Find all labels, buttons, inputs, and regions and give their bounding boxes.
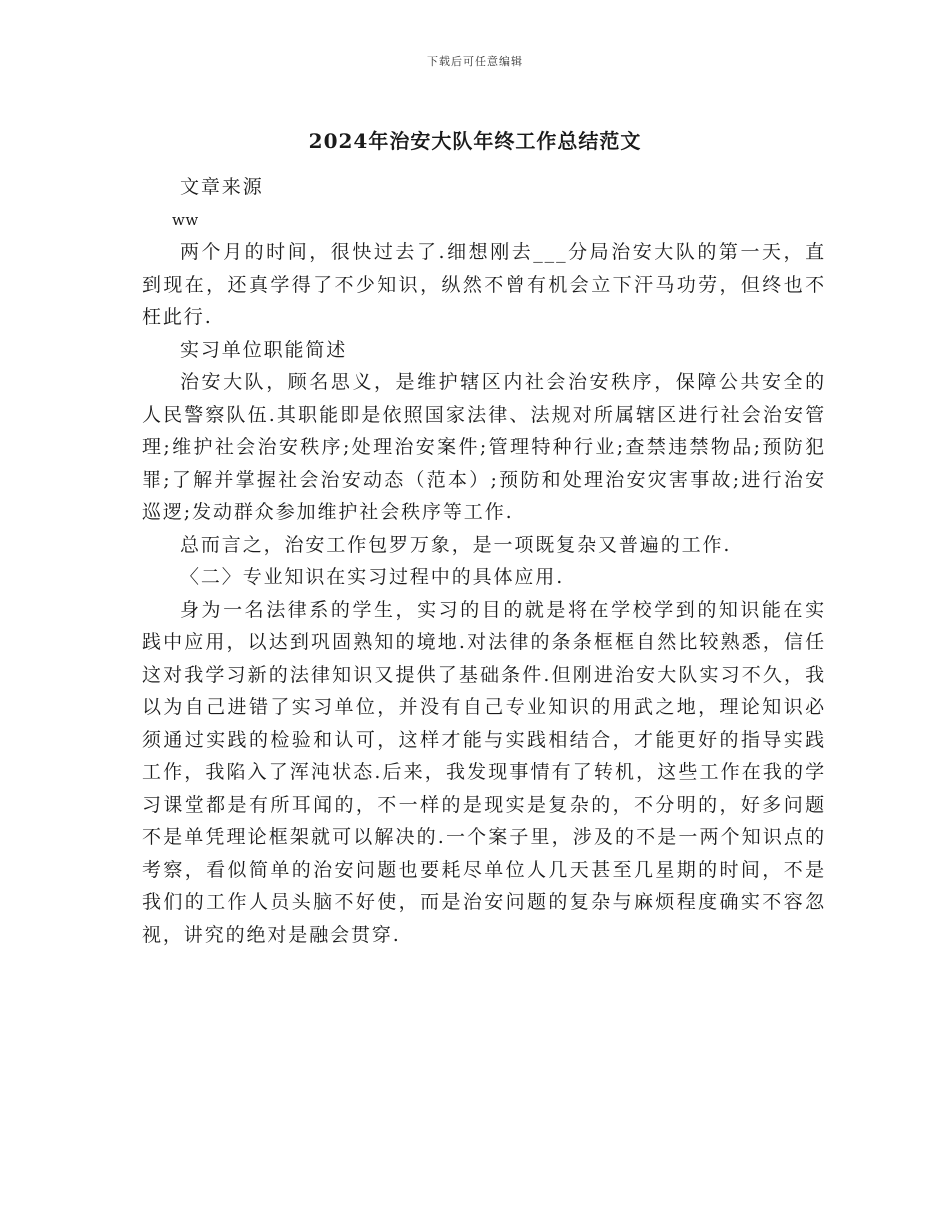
header-note: 下载后可任意编辑 [427,55,523,68]
paragraph-source-label: 文章来源 [180,176,264,198]
paragraph-application: 身为一名法律系的学生，实习的目的就是将在学校学到的知识能在实践中应用，以达到巩固熟知的境地.对法律的条条框框自然比较熟悉，信任这对我学习新的法律知识又提供了基础条件.但刚进治安大队实习不久，我以为自己进错了实习单位，并没有自己专业知识的用武之地，理论知识必须通过实践的检验和认可，这样才能与实践相结合，才能更好的指导实践工作，我陷入了浑沌状态.后来，我发现事情有了转机，这些工作在我的学习课堂都是有所耳闻的，不一样的是现实是复杂的，不分明的，好多问题不是单凭理论框架就可以解决的.一个案子里，涉及的不是一两个知识点的考察，看似简单的治安问题也要耗尽单位人几天甚至几星期的时间，不是我们的工作人员头脑不好使，而是治安问题的复杂与麻烦程度确实不容忽视，讲究的绝对是融会贯穿. [142,598,826,946]
paragraph-intro: 两个月的时间，很快过去了.细想刚去___分局治安大队的第一天，直到现在，还真学得了不少知识，纵然不曾有机会立下汗马功劳，但终也不枉此行. [142,241,826,328]
paragraph-source-value: ww [172,210,199,229]
document-title: 2024年治安大队年终工作总结范文 [308,129,642,153]
paragraph-unit-function: 治安大队，顾名思义，是维护辖区内社会治安秩序，保障公共安全的人民警察队伍.其职能即是依照国家法律、法规对所属辖区进行社会治安管理;维护社会治安秩序;处理治安案件;管理特种行业;查禁违禁物品;预防犯罪;了解并掌握社会治安动态（范本）;预防和处理治安灾害事故;进行治安巡逻;发动群众参加维护社会秩序等工作. [142,371,826,523]
paragraph-subheading: 〈二〉专业知识在实习过程中的具体应用. [180,566,565,588]
document-body [142,171,826,951]
paragraph-summary: 总而言之，治安工作包罗万象，是一项既复杂又普遍的工作. [180,533,732,556]
paragraph-section-heading: 实习单位职能简述 [180,338,348,361]
